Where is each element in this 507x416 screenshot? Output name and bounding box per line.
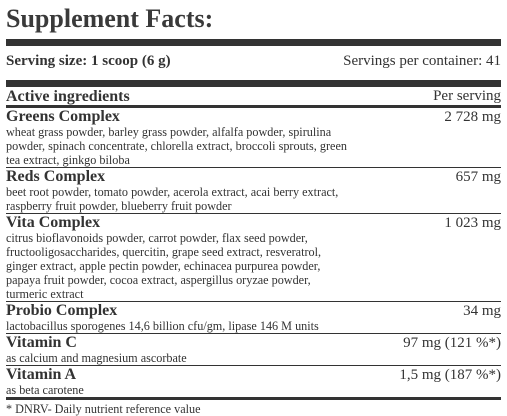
header-active-ingredients: Active ingredients [6, 88, 130, 105]
section-probio-complex [6, 302, 501, 333]
section-amount: 657 mg [455, 169, 501, 185]
section-amount: 1 023 mg [444, 215, 501, 231]
section-heading: Reds Complex [6, 168, 106, 185]
section-line: ginger extract, apple pectin powder, echinacea purpurea powder, [6, 259, 321, 273]
section-line: lactobacillus sporogenes 14,6 billion cfu/gm, lipase 146 M units [6, 319, 319, 333]
section-line: powder, spinach concentrate, chlorella extract, broccoli sprouts, green [6, 139, 347, 153]
section-line: beet root powder, tomato powder, acerola extract, acai berry extract, [6, 185, 339, 199]
section-heading: Greens Complex [6, 108, 120, 125]
page-title: Supplement Facts: [6, 4, 214, 33]
section-line: turmeric extract [6, 287, 84, 301]
section-line: raspberry fruit powder, blueberry fruit powder [6, 199, 232, 213]
section-amount: 1,5 mg (187 %*) [399, 367, 501, 383]
serving-info [6, 46, 501, 75]
section-vitamin-a [6, 366, 501, 397]
header-per-serving: Per serving [433, 88, 501, 104]
section-amount: 2 728 mg [444, 109, 501, 125]
section-greens-complex [6, 108, 501, 167]
section-line: wheat grass powder, barley grass powder, alfalfa powder, spirulina [6, 125, 332, 139]
section-heading: Vitamin A [6, 366, 77, 383]
footnote: * DNRV- Daily nutrient reference value [6, 402, 201, 416]
section-heading: Vita Complex [6, 214, 101, 231]
divider [6, 80, 501, 87]
section-vita-complex [6, 214, 501, 301]
divider [6, 39, 501, 46]
serving-size: Serving size: 1 scoop (6 g) [6, 53, 171, 69]
section-line: citrus bioflavonoids powder, carrot powder, flax seed powder, [6, 231, 308, 245]
servings-per-container: Servings per container: 41 [343, 53, 501, 69]
section-line: as beta carotene [6, 383, 84, 397]
section-heading: Vitamin C [6, 334, 77, 351]
section-amount: 97 mg (121 %*) [403, 335, 501, 351]
section-line: papaya fruit powder, cocoa extract, aspergillus oryzae powder, [6, 273, 311, 287]
section-reds-complex [6, 168, 501, 213]
table-header [6, 87, 501, 105]
section-vitamin-c [6, 334, 501, 365]
section-line: tea extract, ginkgo biloba [6, 153, 130, 167]
section-line: as calcium and magnesium ascorbate [6, 351, 187, 365]
section-heading: Probio Complex [6, 302, 118, 319]
section-line: fructooligosaccharides, quercitin, grape seed extract, resveratrol, [6, 245, 322, 259]
section-amount: 34 mg [463, 303, 501, 319]
